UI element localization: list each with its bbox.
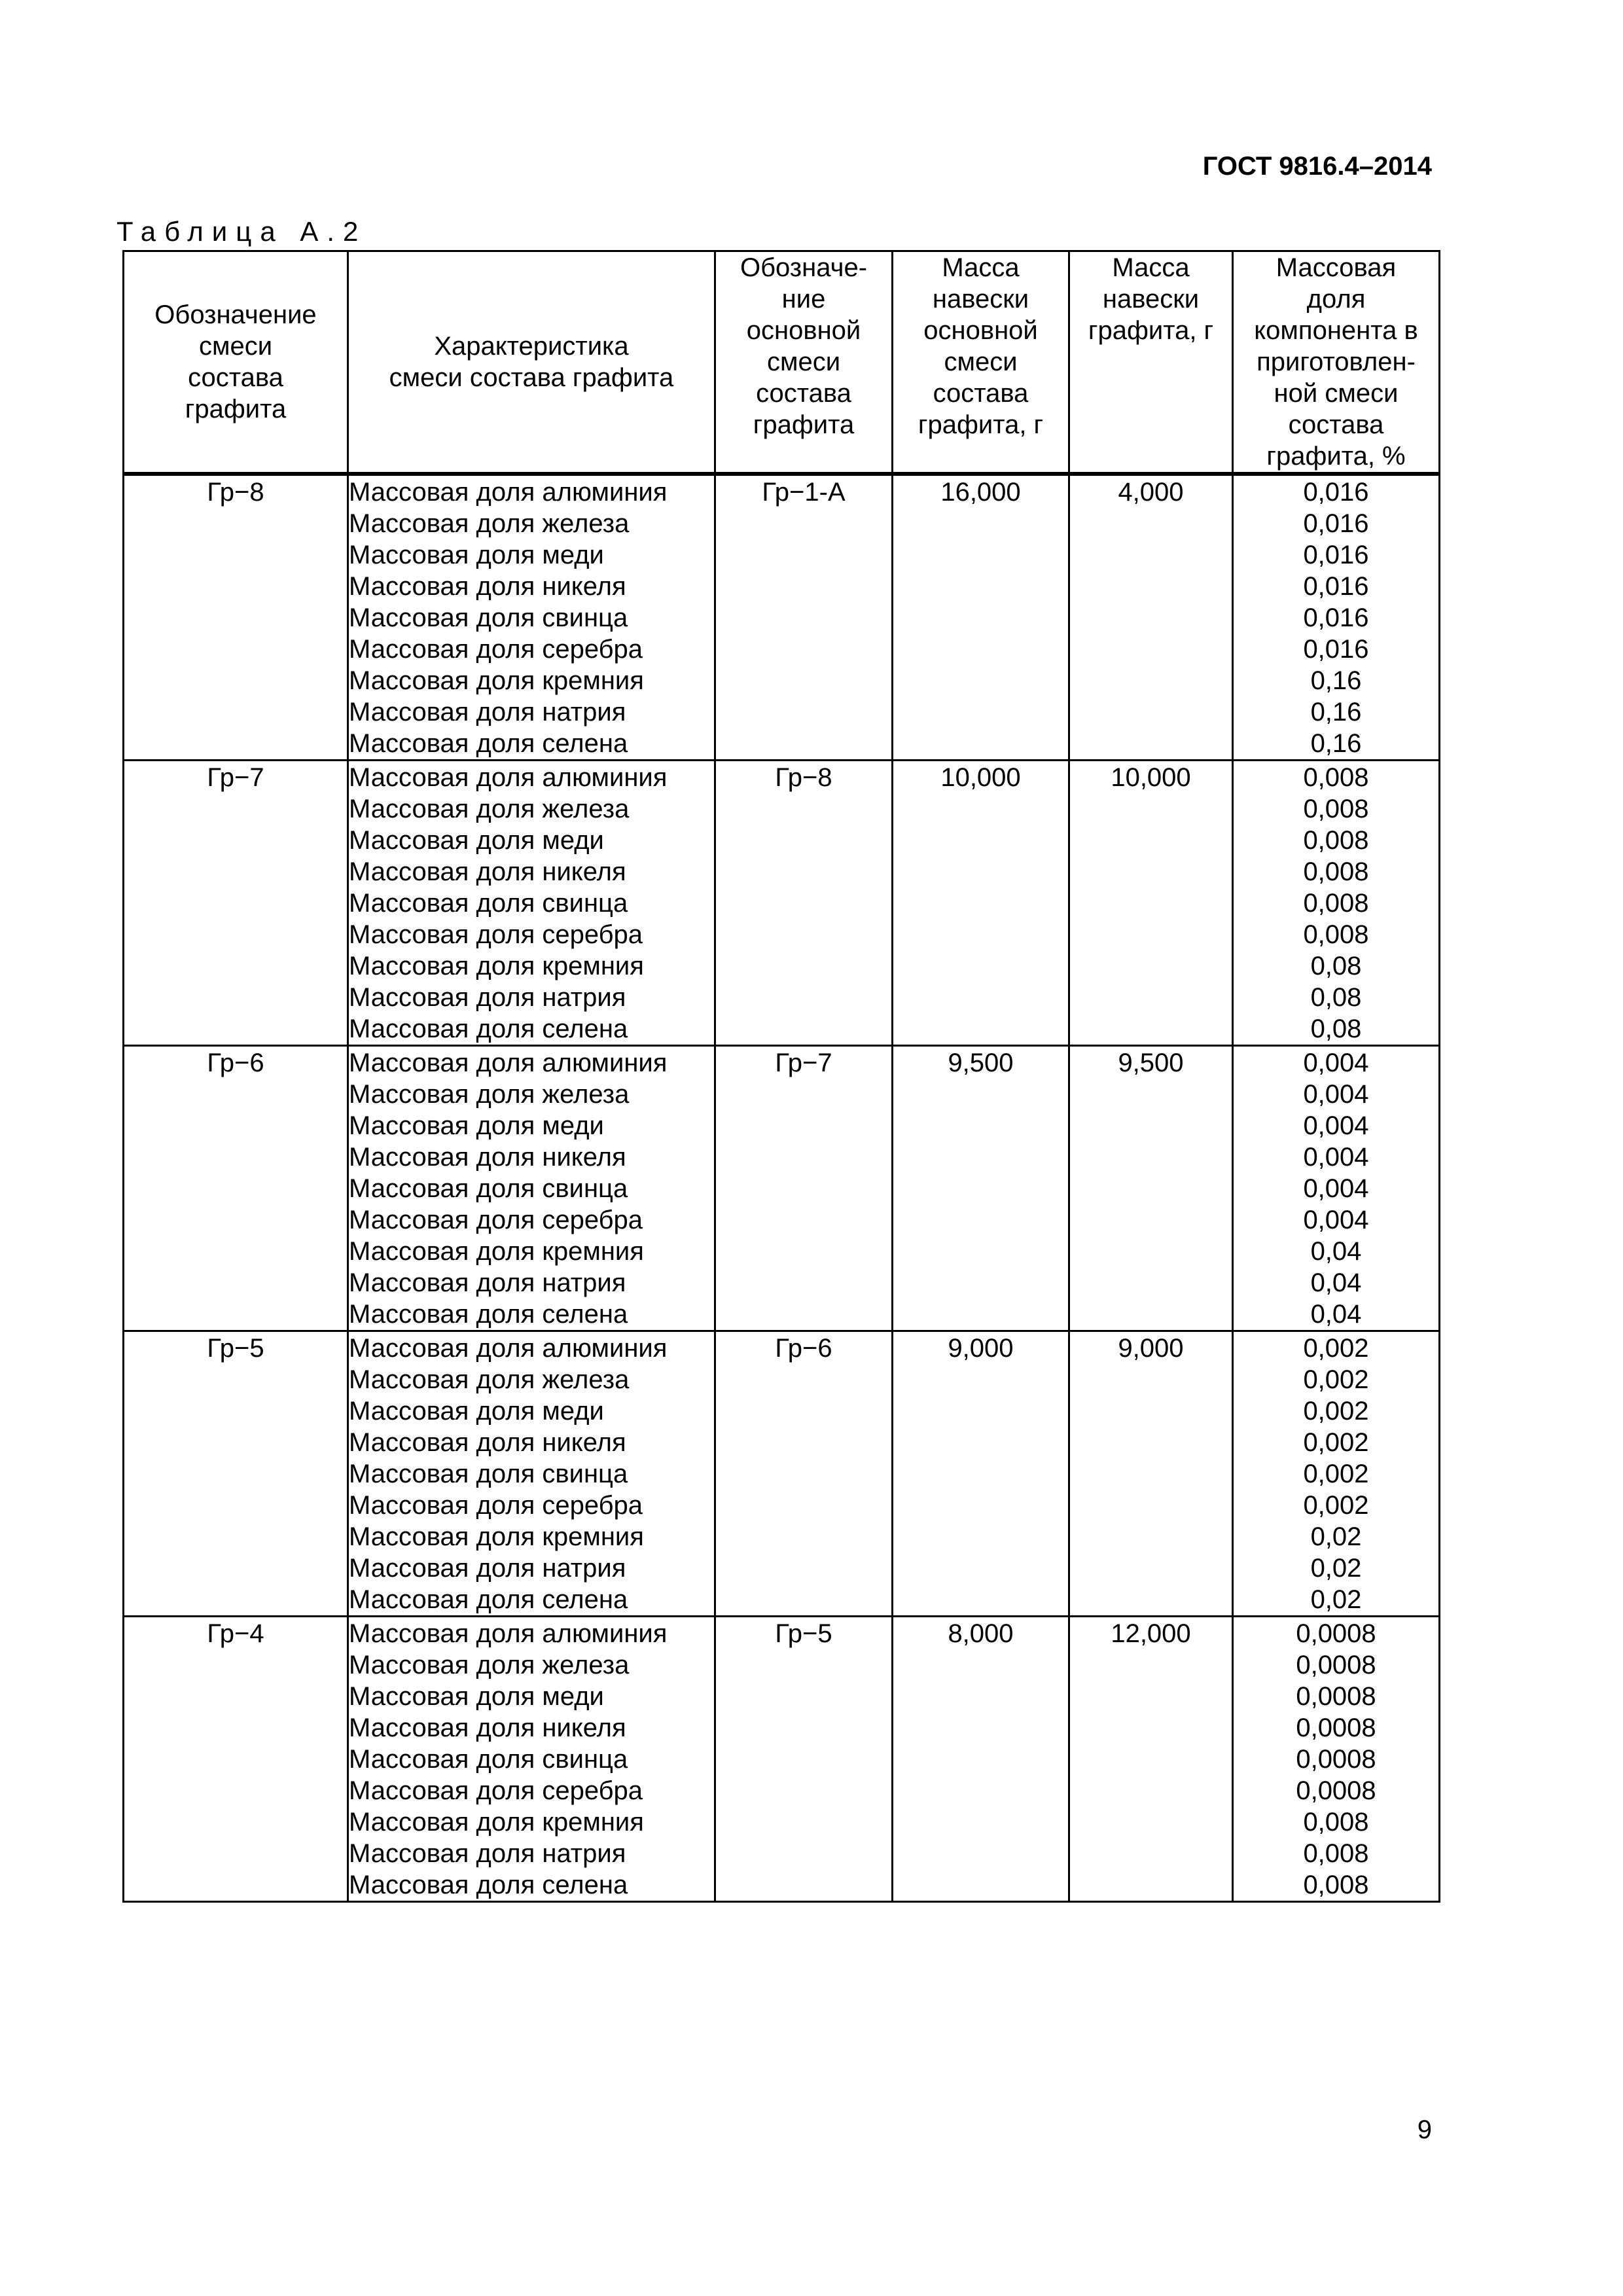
- characteristic-line: Массовая доля селена: [349, 729, 628, 758]
- characteristic-line: Массовая доля железа: [349, 1080, 630, 1109]
- mass-fraction-value: 0,008: [1303, 920, 1369, 949]
- mass-fraction-value: 0,004: [1303, 1080, 1369, 1109]
- characteristic-line: Массовая доля селена: [349, 1585, 628, 1614]
- characteristic-cell: [348, 1331, 715, 1617]
- mass-fraction-value: 0,002: [1303, 1334, 1369, 1363]
- base-mass-cell: 9,500: [893, 1046, 1069, 1331]
- characteristic-line: Массовая доля кремния: [349, 666, 644, 695]
- mix-designation-cell: Гр−4: [124, 1617, 348, 1902]
- document-code: ГОСТ 9816.4–2014: [1202, 152, 1432, 181]
- page-number: 9: [1417, 2115, 1432, 2144]
- mass-fraction-value: 0,008: [1303, 795, 1369, 823]
- mass-fraction-cell: [1233, 1331, 1440, 1617]
- characteristic-line: Массовая доля серебра: [349, 635, 643, 664]
- characteristic-cell: [348, 1617, 715, 1902]
- characteristic-cell: [348, 1046, 715, 1331]
- mass-fraction-value: 0,008: [1303, 826, 1369, 855]
- mass-fraction-value: 0,0008: [1296, 1713, 1376, 1742]
- characteristic-line: Массовая доля меди: [349, 1111, 604, 1140]
- table-row: [124, 761, 1440, 1046]
- mass-fraction-value: 0,002: [1303, 1428, 1369, 1457]
- characteristic-line: Массовая доля никеля: [349, 1143, 626, 1172]
- characteristic-line: Массовая доля кремния: [349, 952, 644, 980]
- mass-fraction-value: 0,04: [1310, 1300, 1362, 1329]
- table-row: [124, 1617, 1440, 1902]
- mass-fraction-value: 0,002: [1303, 1397, 1369, 1426]
- characteristic-line: Массовая доля никеля: [349, 1428, 626, 1457]
- column-header-characteristic: Характеристика смеси состава графита: [348, 251, 715, 475]
- graphite-mass-cell: 4,000: [1069, 474, 1233, 761]
- characteristic-line: Массовая доля натрия: [349, 698, 626, 726]
- characteristic-line: Массовая доля кремния: [349, 1237, 644, 1266]
- mass-fraction-value: 0,002: [1303, 1460, 1369, 1488]
- base-mass-cell: 9,000: [893, 1331, 1069, 1617]
- mass-fraction-value: 0,04: [1310, 1268, 1362, 1297]
- base-mass-cell: 10,000: [893, 761, 1069, 1046]
- characteristic-line: Массовая доля натрия: [349, 1554, 626, 1583]
- graphite-mass-cell: 12,000: [1069, 1617, 1233, 1902]
- graphite-mass-cell: 10,000: [1069, 761, 1233, 1046]
- mass-fraction-value: 0,16: [1310, 729, 1362, 758]
- mass-fraction-value: 0,02: [1310, 1522, 1362, 1551]
- mass-fraction-value: 0,02: [1310, 1554, 1362, 1583]
- mass-fraction-value: 0,016: [1303, 478, 1369, 507]
- table-header-row: [124, 251, 1440, 475]
- mass-fraction-cell: [1233, 761, 1440, 1046]
- table-row: [124, 474, 1440, 761]
- mass-fraction-value: 0,04: [1310, 1237, 1362, 1266]
- characteristic-line: Массовая доля селена: [349, 1014, 628, 1043]
- characteristic-line: Массовая доля кремния: [349, 1522, 644, 1551]
- mass-fraction-value: 0,004: [1303, 1206, 1369, 1234]
- mass-fraction-value: 0,008: [1303, 763, 1369, 792]
- mix-designation-cell: Гр−6: [124, 1046, 348, 1331]
- characteristic-cell: [348, 474, 715, 761]
- base-mix-cell: Гр−6: [715, 1331, 893, 1617]
- column-header-base-mix: Обозначе- ние основной смеси состава графита: [715, 251, 893, 475]
- mass-fraction-value: 0,008: [1303, 1871, 1369, 1899]
- mass-fraction-cell: [1233, 1617, 1440, 1902]
- table-caption: Таблица А.2: [116, 216, 367, 247]
- graphite-mass-cell: 9,000: [1069, 1331, 1233, 1617]
- characteristic-line: Массовая доля кремния: [349, 1808, 644, 1837]
- mass-fraction-value: 0,004: [1303, 1111, 1369, 1140]
- mass-fraction-cell: [1233, 474, 1440, 761]
- mix-designation-cell: Гр−8: [124, 474, 348, 761]
- mass-fraction-value: 0,0008: [1296, 1651, 1376, 1679]
- characteristic-line: Массовая доля селена: [349, 1871, 628, 1899]
- table-row: [124, 1046, 1440, 1331]
- characteristic-line: Массовая доля свинца: [349, 889, 628, 918]
- table-row: [124, 1331, 1440, 1617]
- mix-designation-cell: Гр−7: [124, 761, 348, 1046]
- mix-designation-cell: Гр−5: [124, 1331, 348, 1617]
- characteristic-line: Массовая доля железа: [349, 1365, 630, 1394]
- mass-fraction-value: 0,004: [1303, 1049, 1369, 1077]
- mass-fraction-value: 0,004: [1303, 1143, 1369, 1172]
- mass-fraction-value: 0,0008: [1296, 1745, 1376, 1774]
- characteristic-line: Массовая доля алюминия: [349, 763, 668, 792]
- characteristic-line: Массовая доля никеля: [349, 857, 626, 886]
- mass-fraction-value: 0,016: [1303, 541, 1369, 569]
- mass-fraction-value: 0,16: [1310, 698, 1362, 726]
- base-mix-cell: Гр−5: [715, 1617, 893, 1902]
- characteristic-line: Массовая доля никеля: [349, 572, 626, 601]
- mass-fraction-value: 0,016: [1303, 572, 1369, 601]
- mass-fraction-value: 0,002: [1303, 1491, 1369, 1520]
- characteristic-line: Массовая доля алюминия: [349, 1049, 668, 1077]
- graphite-mass-cell: 9,500: [1069, 1046, 1233, 1331]
- mass-fraction-value: 0,016: [1303, 603, 1369, 632]
- characteristic-line: Массовая доля натрия: [349, 983, 626, 1012]
- column-header-mix-designation: Обозначение смеси состава графита: [124, 251, 348, 475]
- mass-fraction-cell: [1233, 1046, 1440, 1331]
- characteristic-line: Массовая доля меди: [349, 826, 604, 855]
- characteristic-line: Массовая доля селена: [349, 1300, 628, 1329]
- mass-fraction-value: 0,08: [1310, 952, 1362, 980]
- characteristic-line: Массовая доля свинца: [349, 1174, 628, 1203]
- characteristic-line: Массовая доля никеля: [349, 1713, 626, 1742]
- base-mass-cell: 16,000: [893, 474, 1069, 761]
- characteristic-line: Массовая доля меди: [349, 541, 604, 569]
- characteristic-line: Массовая доля меди: [349, 1682, 604, 1711]
- characteristic-line: Массовая доля натрия: [349, 1839, 626, 1868]
- characteristic-line: Массовая доля серебра: [349, 920, 643, 949]
- base-mix-cell: Гр−7: [715, 1046, 893, 1331]
- characteristic-line: Массовая доля свинца: [349, 1460, 628, 1488]
- characteristic-line: Массовая доля железа: [349, 795, 630, 823]
- mass-fraction-value: 0,0008: [1296, 1776, 1376, 1805]
- mass-fraction-value: 0,008: [1303, 1808, 1369, 1837]
- mass-fraction-value: 0,004: [1303, 1174, 1369, 1203]
- column-header-graphite-mass: Масса навески графита, г: [1069, 251, 1233, 475]
- mass-fraction-value: 0,0008: [1296, 1619, 1376, 1648]
- characteristic-line: Массовая доля алюминия: [349, 1334, 668, 1363]
- characteristic-line: Массовая доля меди: [349, 1397, 604, 1426]
- mass-fraction-value: 0,008: [1303, 889, 1369, 918]
- characteristic-line: Массовая доля алюминия: [349, 1619, 668, 1648]
- characteristic-line: Массовая доля алюминия: [349, 478, 668, 507]
- mass-fraction-value: 0,08: [1310, 1014, 1362, 1043]
- column-header-mass-fraction: Массовая доля компонента в приготовлен- ной смеси состава графита, %: [1233, 251, 1440, 475]
- characteristic-line: Массовая доля натрия: [349, 1268, 626, 1297]
- mass-fraction-value: 0,0008: [1296, 1682, 1376, 1711]
- mass-fraction-value: 0,16: [1310, 666, 1362, 695]
- mass-fraction-value: 0,008: [1303, 1839, 1369, 1868]
- characteristic-cell: [348, 761, 715, 1046]
- base-mix-cell: Гр−1-А: [715, 474, 893, 761]
- mass-fraction-value: 0,016: [1303, 509, 1369, 538]
- characteristic-line: Массовая доля железа: [349, 509, 630, 538]
- characteristic-line: Массовая доля свинца: [349, 1745, 628, 1774]
- characteristic-line: Массовая доля железа: [349, 1651, 630, 1679]
- mass-fraction-value: 0,002: [1303, 1365, 1369, 1394]
- mass-fraction-value: 0,008: [1303, 857, 1369, 886]
- data-table: [122, 250, 1440, 1903]
- base-mix-cell: Гр−8: [715, 761, 893, 1046]
- characteristic-line: Массовая доля серебра: [349, 1491, 643, 1520]
- characteristic-line: Массовая доля свинца: [349, 603, 628, 632]
- mass-fraction-value: 0,016: [1303, 635, 1369, 664]
- characteristic-line: Массовая доля серебра: [349, 1206, 643, 1234]
- characteristic-line: Массовая доля серебра: [349, 1776, 643, 1805]
- mass-fraction-value: 0,08: [1310, 983, 1362, 1012]
- base-mass-cell: 8,000: [893, 1617, 1069, 1902]
- column-header-base-mass: Масса навески основной смеси состава графита, г: [893, 251, 1069, 475]
- mass-fraction-value: 0,02: [1310, 1585, 1362, 1614]
